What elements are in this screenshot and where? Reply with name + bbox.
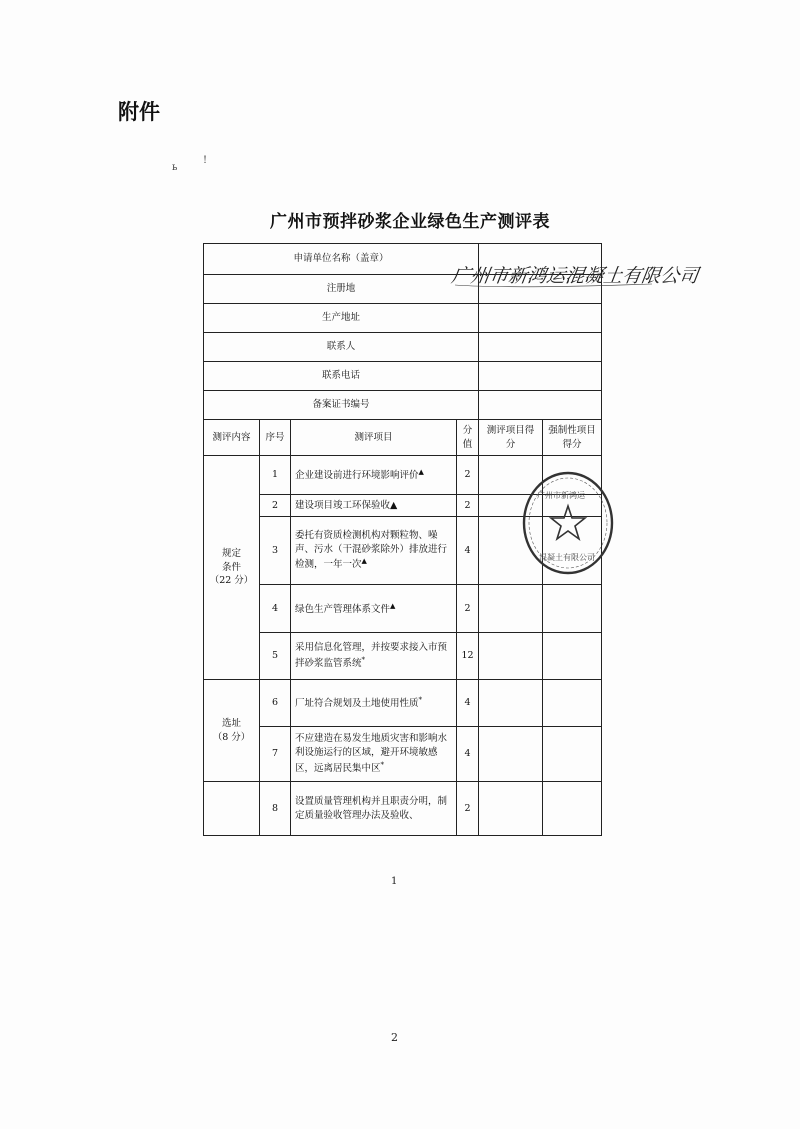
item-score: 4 — [457, 517, 479, 585]
mandatory-score-cell — [543, 782, 602, 836]
table-header-row — [204, 420, 602, 456]
item-score-cell — [479, 782, 543, 836]
info-label: 联系电话 — [204, 362, 479, 391]
item-text-body: 厂址符合规划及土地使用性质 — [295, 698, 419, 710]
mandatory-mark: ▲ — [390, 499, 398, 511]
item-text — [291, 517, 457, 585]
item-seq: 7 — [260, 727, 291, 782]
header-item-score: 测评项目得分 — [479, 420, 543, 456]
table-row — [204, 727, 602, 782]
mandatory-mark: * — [380, 760, 385, 769]
item-text-body: 采用信息化管理，并按要求接入市预拌砂浆监管系统 — [295, 642, 448, 670]
section-points: （22 分） — [209, 575, 254, 587]
section-name: 条件 — [221, 561, 241, 573]
table-row — [204, 585, 602, 633]
seal-text: 广州市新鸿运 — [537, 491, 585, 500]
item-text-body: 委托有资质检测机构对颗粒物、噪声、污水（干混砂浆除外）排放进行检测，一年一次 — [295, 529, 448, 571]
stray-mark: ! — [203, 155, 208, 166]
section-label — [204, 680, 260, 782]
header-seq: 序号 — [260, 420, 291, 456]
item-score: 2 — [457, 456, 479, 495]
section-name: 规定 — [221, 547, 241, 559]
inner-page-number: 1 — [391, 876, 398, 887]
info-row — [204, 391, 602, 420]
item-text-body: 建设项目竣工环保验收 — [295, 499, 391, 511]
mandatory-score-cell — [543, 727, 602, 782]
table-row — [204, 680, 602, 727]
item-text — [291, 633, 457, 680]
header-item: 测评项目 — [291, 420, 457, 456]
section-label — [204, 456, 260, 680]
item-seq: 8 — [260, 782, 291, 836]
item-score: 12 — [457, 633, 479, 680]
mandatory-mark: ▲ — [418, 468, 424, 477]
item-score: 2 — [457, 782, 479, 836]
item-text — [291, 782, 457, 836]
section-label — [204, 782, 260, 836]
mandatory-mark: ▲ — [390, 601, 396, 610]
info-label: 备案证书编号 — [204, 391, 479, 420]
mandatory-mark: * — [361, 655, 366, 664]
section-points: （8 分） — [212, 731, 251, 743]
company-seal-stamp — [519, 468, 617, 578]
info-row — [204, 362, 602, 391]
info-label: 申请单位名称（盖章） — [204, 244, 479, 275]
item-score-cell — [479, 585, 543, 633]
item-score-cell — [479, 727, 543, 782]
item-text — [291, 727, 457, 782]
table-row — [204, 782, 602, 836]
item-text — [291, 456, 457, 495]
item-seq: 1 — [260, 456, 291, 495]
header-content: 测评内容 — [204, 420, 260, 456]
attachment-label: 附件 — [118, 100, 160, 124]
info-label: 注册地 — [204, 275, 479, 304]
item-seq: 5 — [260, 633, 291, 680]
mandatory-score-cell — [543, 680, 602, 727]
item-text — [291, 680, 457, 727]
mandatory-score-cell — [543, 633, 602, 680]
item-text — [291, 495, 457, 517]
item-text-body: 不应建造在易发生地质灾害和影响水利设施运行的区域，避开环境敏感区，远离居民集中区 — [295, 733, 448, 774]
item-text-body: 企业建设前进行环境影响评价 — [295, 470, 419, 482]
header-score: 分值 — [457, 420, 479, 456]
table-row — [204, 633, 602, 680]
item-score-cell — [479, 633, 543, 680]
info-row — [204, 304, 602, 333]
item-text — [291, 585, 457, 633]
item-score: 2 — [457, 495, 479, 517]
mandatory-mark: ▲ — [361, 557, 367, 566]
info-value — [479, 304, 602, 333]
section-name: 选址 — [221, 717, 241, 729]
item-seq: 3 — [260, 517, 291, 585]
page-number: 2 — [391, 1031, 398, 1044]
item-score: 4 — [457, 680, 479, 727]
item-text-body: 绿色生产管理体系文件 — [295, 603, 391, 615]
stray-mark: ь — [172, 162, 178, 173]
item-score: 2 — [457, 585, 479, 633]
seal-text: 混凝土有限公司 — [539, 553, 595, 562]
mandatory-mark: * — [418, 696, 423, 705]
signature-text: 广州市新鸿运混凝土有限公司 — [449, 264, 700, 287]
handwritten-signature — [449, 258, 700, 292]
item-score: 4 — [457, 727, 479, 782]
info-value — [479, 362, 602, 391]
info-value — [479, 391, 602, 420]
item-seq: 6 — [260, 680, 291, 727]
header-mandatory-score: 强制性项目得分 — [543, 420, 602, 456]
info-value — [479, 333, 602, 362]
mandatory-score-cell — [543, 585, 602, 633]
item-score-cell — [479, 680, 543, 727]
document-title: 广州市预拌砂浆企业绿色生产测评表 — [270, 212, 550, 232]
item-seq: 2 — [260, 495, 291, 517]
info-label: 联系人 — [204, 333, 479, 362]
item-seq: 4 — [260, 585, 291, 633]
item-text-body: 设置质量管理机构并且职责分明，制定质量验收管理办法及验收、 — [295, 795, 448, 821]
info-label: 生产地址 — [204, 304, 479, 333]
info-row — [204, 333, 602, 362]
